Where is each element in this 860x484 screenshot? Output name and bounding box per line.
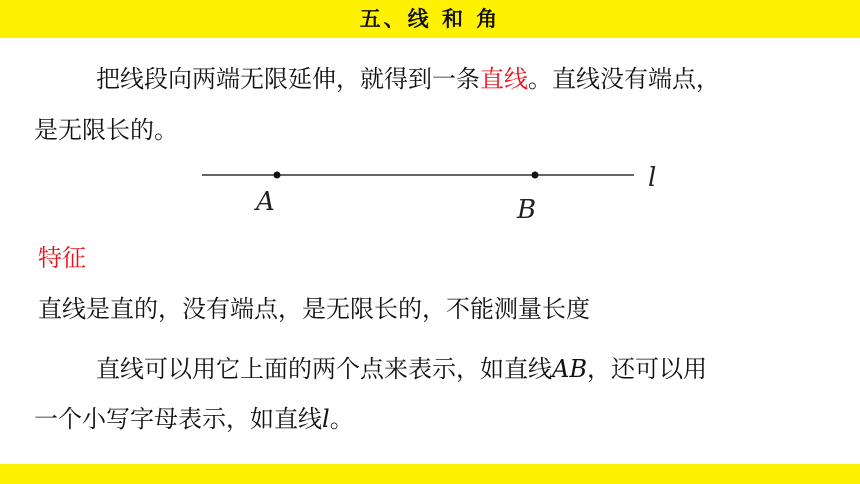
straight-line-term: 直线 — [480, 65, 528, 93]
line-l-label: l — [648, 163, 657, 193]
features-text: 直线是直的，没有端点，是无限长的，不能测量长度 — [38, 295, 590, 323]
point-a-label: A — [256, 187, 275, 217]
line-ab-name: AB — [552, 355, 587, 383]
paragraph-1-line-1 — [96, 64, 720, 94]
paragraph-3-text: 直线可以用它上面的两个点来表示，如直线 — [96, 355, 552, 383]
features-heading: 特征 — [38, 244, 86, 272]
paragraph-1-line-2: 是无限长的。 — [34, 116, 178, 144]
paragraph-1-text: 把线段向两端无限延伸，就得到一条 — [96, 65, 480, 93]
paragraph-3-line-2-text: 一个小写字母表示，如直线 — [34, 405, 322, 433]
section-title: 五、线 和 角 — [359, 7, 501, 31]
paragraph-3-text-end: ，还可以用 — [586, 355, 707, 383]
paragraph-3-line-2-end: 。 — [329, 405, 354, 433]
line-figure — [0, 150, 860, 230]
line-l-name: l — [322, 405, 330, 433]
paragraph-3-line-2 — [34, 404, 354, 434]
point-b — [532, 172, 539, 179]
paragraph-3-line-1 — [96, 354, 707, 384]
footer-bar — [0, 464, 860, 484]
point-b-label: B — [517, 195, 537, 225]
paragraph-1-text-end: 。直线没有端点， — [528, 65, 720, 93]
point-a — [274, 172, 281, 179]
